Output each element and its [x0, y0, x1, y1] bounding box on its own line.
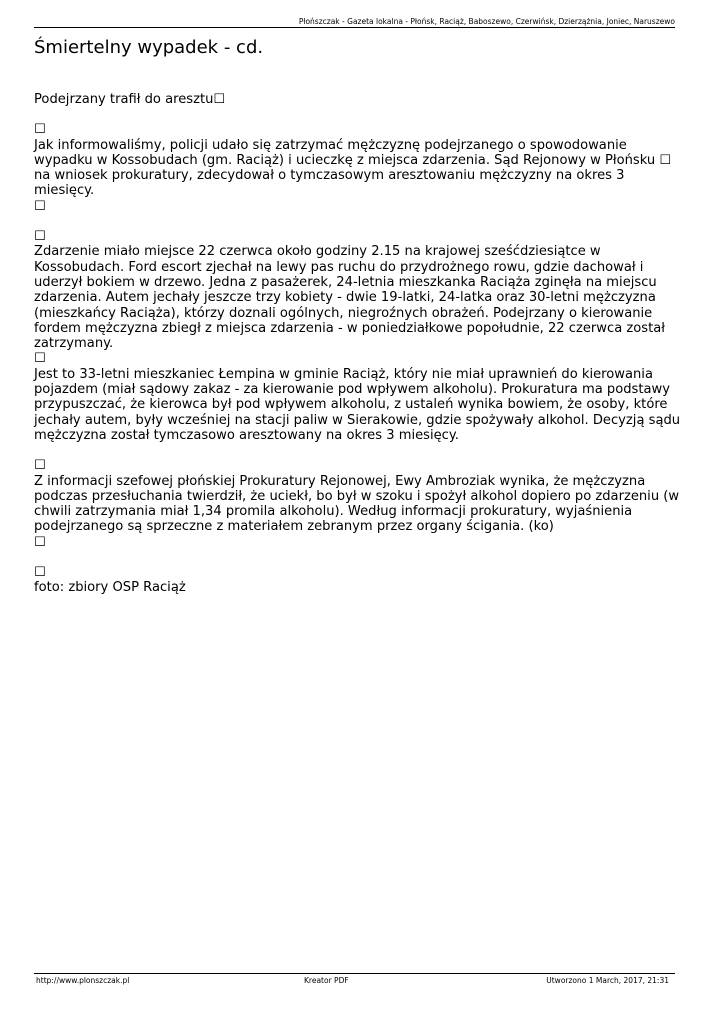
photo-credit: ☐ foto: zbiory OSP Raciąż: [34, 565, 186, 596]
article-subtitle: Podejrzany trafił do aresztu☐: [34, 92, 226, 107]
footer-divider: [34, 973, 675, 974]
paragraph-2: ☐ Zdarzenie miało miejsce 22 czerwca około godziny 2.15 na krajowej sześćdziesiątce w Kossobudach. Ford escort zjechał na lewy pas ruchu do przydrożnego rowu, gdzie dachował i uderzył bokiem w drzewo. Jedna z pasażerek, 24-letnia mieszkanka Raciąża zginęła na miejscu zdarzenia. Autem jechały jeszcze trzy kobiety - dwie 19-latki, 24-latka oraz 30-letni mężczyzna (mieszkańcy Raciąża), którzy doznali ogólnych, niegroźnych obrażeń. Podejrzany o kierowanie fordem mężczyzna zbiegł z miejsca zdarzenia - w poniedziałkowe popołudnie, 22 czerwca został zatrzymany. ☐ Jest to 33-letni mieszkaniec Łempina w gminie Raciąż, który nie miał uprawnień do kierowania pojazdem (miał sądowy zakaz - za kierowanie pod wpływem alkoholu). Prokuratura ma podstawy przypuszczać, że kierowca był pod wpływem alkoholu, z ustaleń wynika bowiem, że osoby, które jechały autem, były wcześniej na stacji paliw w Sierakowie, gdzie spożywały alkohol. Decyzją sądu mężczyzna został tymczasowo aresztowany na okres 3 miesięcy.: [34, 229, 681, 443]
paragraph-3: ☐ Z informacji szefowej płońskiej Prokuratury Rejonowej, Ewy Ambroziak wynika, że mężczyzna podczas przesłuchania twierdził, że uciekł, bo był w szoku i spożył alkohol dopiero po zdarzeniu (w chwili zatrzymania miał 1,34 promila alkoholu). Według informacji prokuratury, wyjaśnienia podejrzanego są sprzeczne z materiałem zebranym przez organy ścigania. (ko) ☐: [34, 458, 680, 550]
footer-url[interactable]: http://www.plonszczak.pl: [36, 976, 130, 985]
article-body: [34, 92, 686, 596]
article-title: Śmiertelny wypadek - cd.: [34, 37, 264, 58]
paragraph-1: ☐ Jak informowaliśmy, policji udało się zatrzymać mężczyznę podejrzanego o spowodowanie wypadku w Kossobudach (gm. Raciąż) i ucieczkę z miejsca zdarzenia. Sąd Rejonowy w Płońsku ☐ na wniosek prokuratury, zdecydował o tymczasowym aresztowaniu mężczyzny na okres 3 miesięcy. ☐: [34, 122, 672, 214]
footer-generator: Kreator PDF: [304, 976, 349, 985]
page-header: Płońszczak - Gazeta lokalna - Płońsk, Raciąż, Baboszewo, Czerwińsk, Dzierzążnia, Joniec, Naruszewo: [298, 17, 675, 26]
footer-created-date: Utworzono 1 March, 2017, 21:31: [546, 976, 669, 985]
header-divider: [34, 27, 675, 28]
